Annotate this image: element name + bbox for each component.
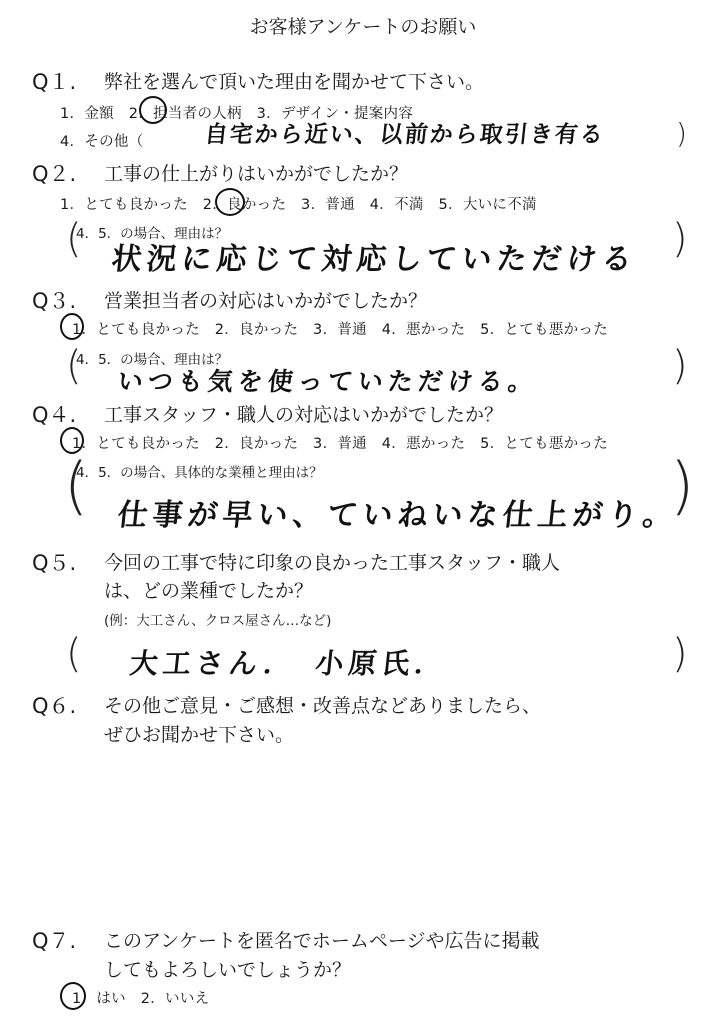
q2-handwritten-answer: 状況に応じて対応していただける	[109, 242, 639, 277]
q3-handwritten-answer: いつも気を使っていただける。	[116, 367, 540, 396]
q4-question: 工事スタッフ・職人の対応はいかがでしたか？	[104, 404, 504, 426]
q5-question-line1: 今回の工事で特に印象の良かった工事スタッフ・職人	[104, 552, 561, 574]
page-title: お客様アンケートのお願い	[249, 16, 477, 38]
q2-open-bracket: (	[66, 216, 82, 262]
q5-handwritten-answer: 大工さん． 小原氏．	[128, 647, 450, 680]
q1-question: 弊社を選んで頂いた理由を聞かせて下さい。	[104, 71, 485, 93]
q5-number: Q５.	[32, 551, 77, 575]
q1-options: 1．金額 2．担当者の人柄 3．デザイン・提案内容	[60, 106, 414, 122]
q3-close-bracket: )	[672, 343, 688, 389]
q5-close-bracket: )	[672, 631, 688, 677]
q2-reason-label: 4．5．の場合、理由は？	[76, 226, 229, 242]
q3-options: 1．とても良かった 2．良かった 3．普通 4．悪かった 5．とても悪かった	[72, 322, 609, 338]
q7-question-line2: してもよろしいでしょうか？	[104, 959, 352, 981]
q3-number: Q３.	[32, 289, 77, 313]
q4-handwritten-answer: 仕事が早い、ていねいな仕上がり。	[115, 498, 680, 533]
q7-number: Q７.	[32, 929, 77, 953]
q2-question: 工事の仕上がりはいかがでしたか？	[104, 163, 409, 185]
q4-number: Q４.	[32, 403, 77, 427]
q5-example: (例：大工さん、クロス屋さん…など)	[104, 613, 332, 629]
q6-question-line1: その他ご意見・ご感想・改善点などありましたら、	[104, 695, 542, 717]
q3-question: 営業担当者の対応はいかがでしたか？	[104, 290, 428, 312]
q1-other-label: 4．その他（	[60, 134, 144, 150]
q1-selection-circle	[139, 96, 167, 124]
q4-reason-label: 4．5．の場合、具体的な業種と理由は？	[76, 465, 323, 481]
q2-number: Q２.	[32, 162, 77, 186]
q4-close-bracket: )	[670, 449, 695, 522]
q3-reason-label: 4．5．の場合、理由は？	[76, 352, 229, 368]
q2-selection-circle	[215, 188, 245, 216]
q7-options: 1．はい 2．いいえ	[72, 991, 210, 1007]
q3-open-bracket: (	[66, 343, 82, 389]
q2-options: 1．とても良かった 2．良かった 3．普通 4．不満 5．大いに不満	[60, 197, 537, 213]
q5-question-line2: は、どの業種でしたか？	[104, 580, 314, 602]
q4-open-bracket: (	[64, 449, 89, 522]
q1-handwritten-answer: 自宅から近い、以前から取引き有る	[203, 121, 607, 148]
q6-question-line2: ぜひお聞かせ下さい。	[104, 724, 295, 746]
q7-question-line1: このアンケートを匿名でホームページや広告に掲載	[104, 930, 540, 952]
q5-open-bracket: (	[66, 631, 82, 677]
q1-close-bracket: )	[676, 117, 687, 150]
q6-number: Q６.	[32, 694, 77, 718]
q4-options: 1．とても良かった 2．良かった 3．普通 4．悪かった 5．とても悪かった	[72, 436, 609, 452]
q7-selection-circle	[60, 982, 86, 1010]
q3-selection-circle	[60, 313, 84, 340]
q2-close-bracket: )	[672, 216, 688, 262]
q1-number: Q１.	[32, 70, 77, 94]
